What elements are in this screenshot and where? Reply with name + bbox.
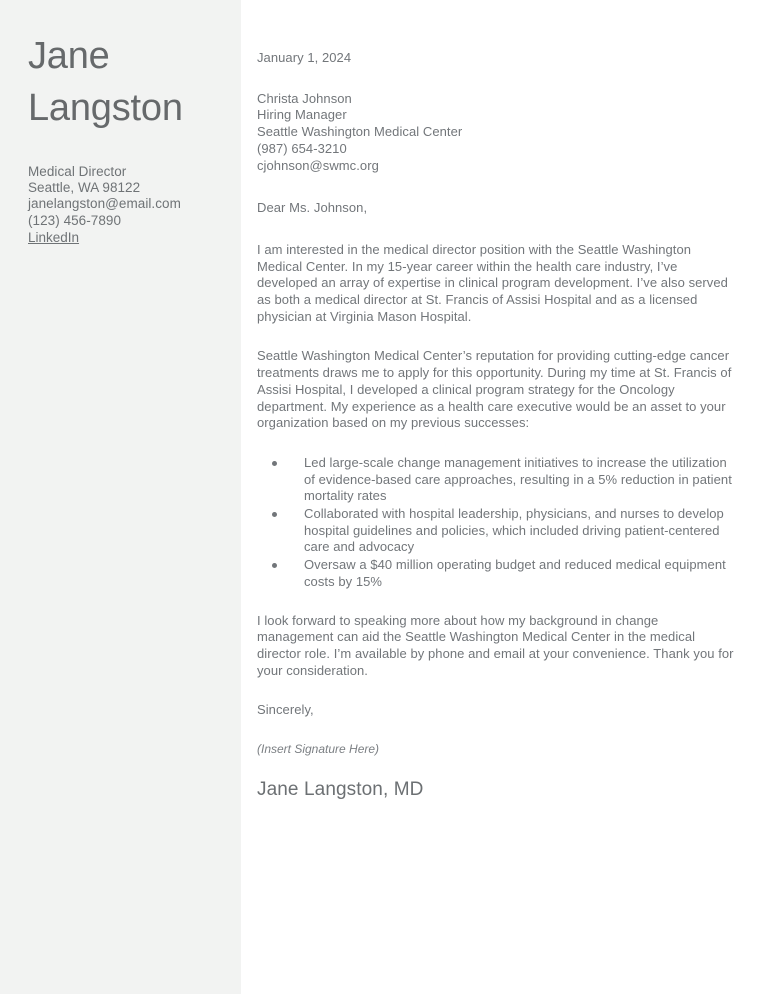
list-item-text: Led large-scale change management initiatives to increase the utilization of evidence-based care approaches, resulting in a 5% reduction in patient mortality rates: [304, 454, 732, 504]
applicant-name-first: Jane: [28, 35, 110, 77]
list-item: [257, 557, 738, 590]
recipient-title: Hiring Manager: [257, 107, 347, 123]
recipient-email: cjohnson@swmc.org: [257, 157, 379, 173]
applicant-name: [28, 30, 217, 134]
contact-location: Seattle, WA 98122: [28, 180, 141, 196]
contact-job-title: Medical Director: [28, 164, 127, 179]
signature-name: Jane Langston, MD: [257, 779, 424, 801]
contact-info: [28, 164, 217, 247]
bullet-icon: [272, 461, 277, 466]
contact-linkedin-link[interactable]: LinkedIn: [28, 229, 80, 245]
achievements-list: [257, 455, 738, 591]
list-item-text: Oversaw a $40 million operating budget and reduced medical equipment costs by 15%: [304, 557, 726, 589]
sidebar: [0, 0, 241, 994]
closing-paragraph: I look forward to speaking more about how my background in change management can aid the Seattle Washington Medical Center in the medical director role. I’m available by phone and email at your convenience. Thank you for your consideration.: [257, 612, 734, 678]
contact-email: janelangston@email.com: [28, 196, 181, 212]
letter-date: January 1, 2024: [257, 50, 352, 65]
paragraph-2: Seattle Washington Medical Center’s reputation for providing cutting-edge cancer treatments draws me to apply for this opportunity. During my time at St. Francis of Assisi Hospital, I developed a clinical program strategy for the Oncology department. My experience as a health care executive would be an asset to your organization based on my previous successes:: [257, 348, 732, 431]
bullet-icon: [272, 563, 277, 568]
list-item: [257, 506, 738, 556]
salutation: Dear Ms. Johnson,: [257, 200, 368, 216]
recipient-company: Seattle Washington Medical Center: [257, 124, 463, 140]
paragraph-1: I am interested in the medical director position with the Seattle Washington Medical Center. In my 15-year career within the health care industry, I’ve developed an array of expertise in clinical program development. I’ve also served as both a medical director at St. Francis of Assisi Hospital and as a licensed physician at Virginia Mason Hospital.: [257, 241, 728, 324]
bullet-icon: [272, 512, 277, 517]
applicant-name-last: Langston: [28, 87, 183, 129]
recipient-name: Christa Johnson: [257, 90, 352, 106]
recipient-block: [257, 91, 738, 175]
sign-off: Sincerely,: [257, 702, 314, 718]
contact-phone: (123) 456-7890: [28, 212, 122, 228]
recipient-phone: (987) 654-3210: [257, 140, 347, 156]
list-item-text: Collaborated with hospital leadership, physicians, and nurses to develop hospital guidelines and policies, which included driving patient-centered care and advocacy: [304, 506, 724, 555]
letter-body: [241, 0, 768, 994]
signature-placeholder: (Insert Signature Here): [257, 742, 380, 757]
list-item: [257, 455, 738, 505]
